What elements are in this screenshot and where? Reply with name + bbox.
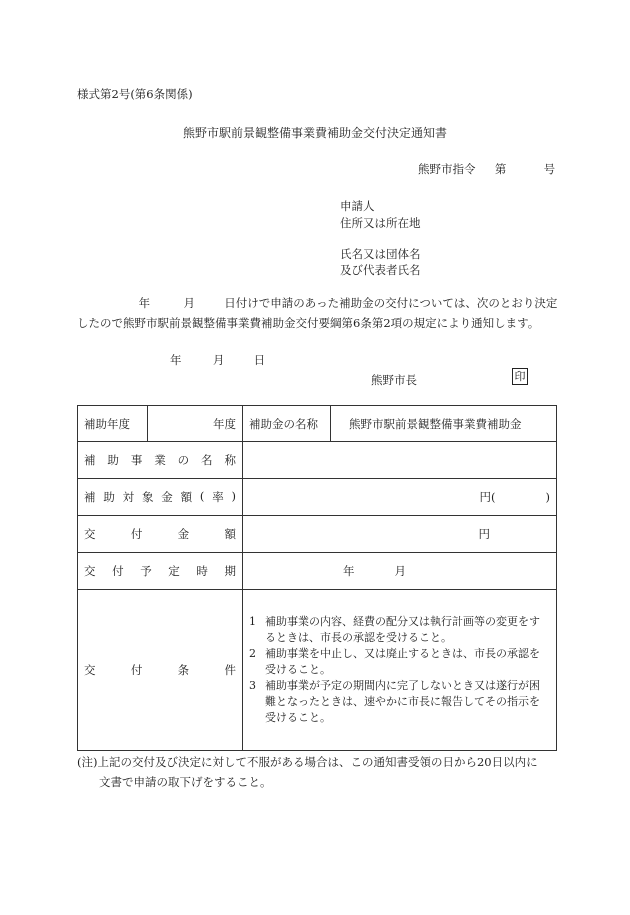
subsidy-name-label: 補助金の名称 <box>243 406 331 442</box>
schedule-value: 年 月 <box>243 553 557 590</box>
table-row <box>78 406 557 442</box>
fiscal-year-suffix: 年度 <box>148 406 243 442</box>
list-item: 1 補助事業の内容、経費の配分又は執行計画等の変更をするときは、市長の承認を受けること。 <box>249 615 540 644</box>
table-row <box>78 442 557 479</box>
footnote <box>77 752 559 792</box>
name-label-1: 氏名又は団体名 <box>340 247 421 261</box>
fiscal-year-label: 補助年度 <box>78 406 148 442</box>
conditions-label: 交 付 条 件 <box>78 590 243 751</box>
doc-number-go: 号 <box>543 162 556 176</box>
address-label: 住所又は所在地 <box>340 216 421 230</box>
applicant-block <box>340 198 421 278</box>
body-text-2: したので熊野市駅前景観整備事業費補助金交付要綱第6条第2項の規定により通知します。 <box>77 316 540 330</box>
subsidy-name-value: 熊野市駅前景観整備事業費補助金 <box>331 406 557 442</box>
body-month: 月 <box>183 296 195 310</box>
document-number <box>418 161 555 177</box>
footnote-line-2: 文書で申請の取下げをすること。 <box>99 775 272 789</box>
mayor-title: 熊野市長 <box>371 373 417 387</box>
table-row <box>78 479 557 516</box>
list-item: 3 補助事業が予定の期間内に完了しないとき又は遂行が困難となったときは、速やかに市長に報告してその指示を受けること。 <box>249 679 540 724</box>
date-day: 日 <box>253 353 266 367</box>
body-year: 年 <box>138 296 151 310</box>
applicant-heading: 申請人 <box>340 199 375 213</box>
body-text-1: 日付けで申請のあった補助金の交付については、次のとおり決定 <box>224 296 558 310</box>
conditions-list <box>243 590 557 751</box>
date-year: 年 <box>170 353 182 367</box>
notice-body <box>77 293 559 333</box>
doc-number-prefix: 熊野市指令 <box>418 162 476 176</box>
grant-table <box>77 405 557 751</box>
name-label-2: 及び代表者氏名 <box>340 263 421 277</box>
project-name-label: 補 助 事 業 の 名 称 <box>78 442 243 479</box>
issue-date <box>170 352 265 368</box>
footnote-line-1: (注)上記の交付及び決定に対して不服がある場合は、この通知書受領の日から20日以内に <box>77 755 538 769</box>
project-name-value <box>243 442 557 479</box>
grant-amount-label: 交 付 金 額 <box>78 516 243 553</box>
form-number: 様式第2号(第6条関係) <box>77 87 193 101</box>
list-item: 2 補助事業を中止し、又は廃止するときは、市長の承認を受けること。 <box>249 647 540 676</box>
grant-amount-value: 円 <box>243 516 557 553</box>
target-amount-label: 補 助 対 象 金 額 ( 率 ) <box>78 479 243 516</box>
seal-mark: 印 <box>512 368 528 385</box>
date-month: 月 <box>212 353 225 367</box>
table-row <box>78 516 557 553</box>
document-title: 熊野市駅前景観整備事業費補助金交付決定通知書 <box>182 126 447 140</box>
table-row <box>78 590 557 751</box>
schedule-label: 交 付 予 定 時 期 <box>78 553 243 590</box>
doc-number-dai: 第 <box>494 162 507 176</box>
target-amount-value: 円( ) <box>243 479 557 516</box>
table-row <box>78 553 557 590</box>
